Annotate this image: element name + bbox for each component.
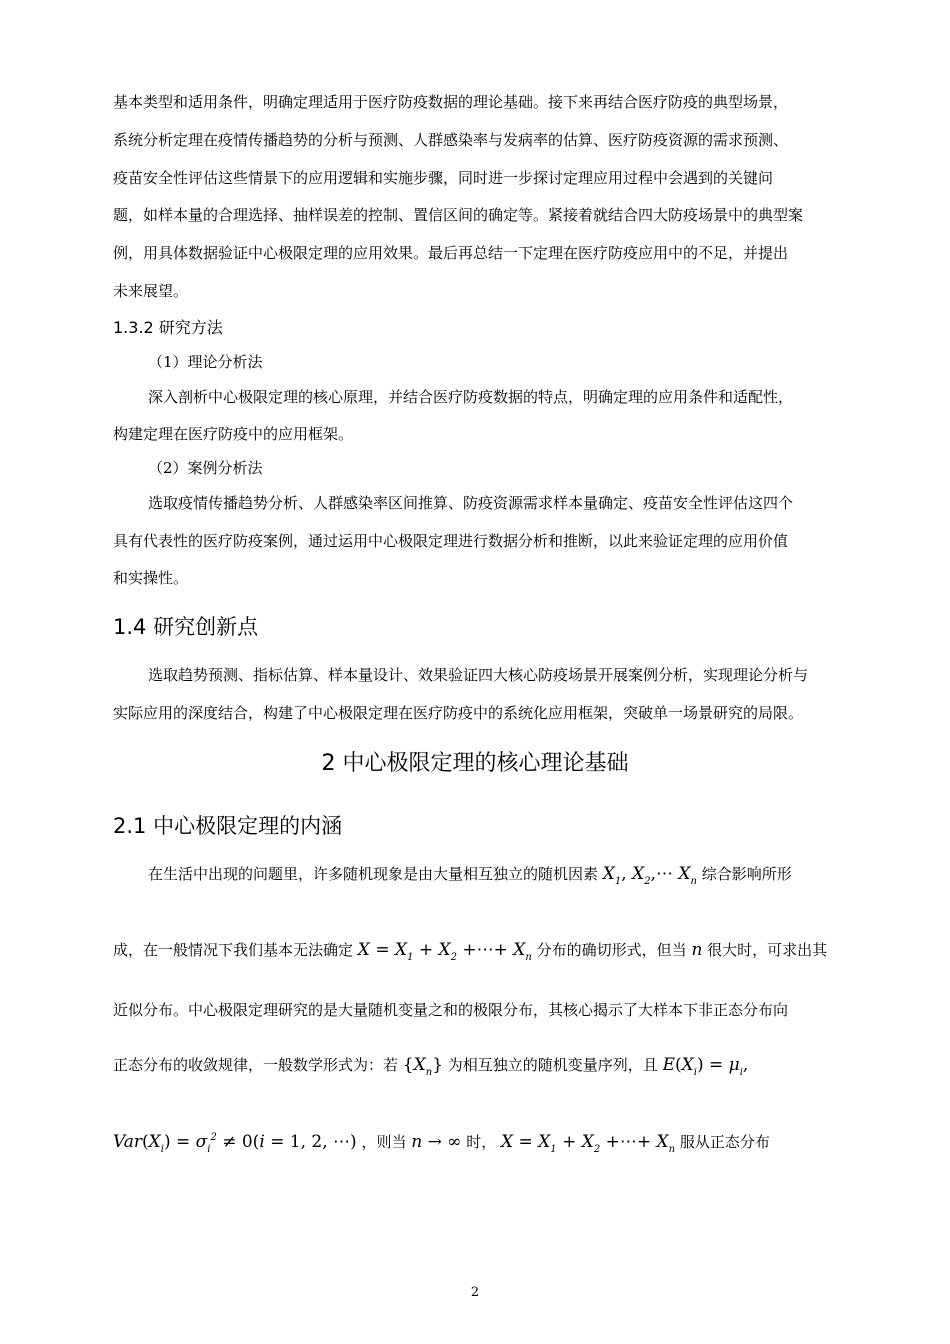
text-span: 在生活中出现的问题里，许多随机现象是由大量相互独立的随机因素 <box>148 865 599 883</box>
paragraph-line: 选取疫情传播趋势分析、人群感染率区间推算、防疫资源需求样本量确定、疫苗安全性评估这四个 <box>148 494 794 512</box>
paragraph-line: 深入剖析中心极限定理的核心原理，并结合医疗防疫数据的特点，明确定理的应用条件和适配性， <box>148 388 794 406</box>
math-formula: $Var(X_i) = \sigma_i^2 \ne 0(i = 1$, 2, ⋯) <box>113 1132 357 1155</box>
math-formula: $E(X_i) = \mu_i$, <box>662 1055 749 1078</box>
chapter-heading-2: 2 中心极限定理的核心理论基础 <box>321 751 629 776</box>
paragraph-line: 和实操性。 <box>113 569 189 587</box>
math-formula: $X = X_1 + X_2$ +⋯+ $X_n$ <box>501 1132 676 1155</box>
text-span: 分布的确切形式，但当 <box>536 941 687 959</box>
method1-title: （1）理论分析法 <box>148 353 263 371</box>
method2-title: （2）案例分析法 <box>148 459 263 477</box>
math-formula: n → ∞ <box>411 1132 462 1152</box>
section-heading-1-4: 1.4 研究创新点 <box>113 615 259 639</box>
paragraph-line: 选取趋势预测、指标估算、样本量设计、效果验证四大核心防疫场景开展案例分析，实现理论分析与 <box>148 666 809 684</box>
math-formula: $\{X_n\}$ <box>402 1055 444 1078</box>
math-formula: $X_1$, $X_2,\cdots$ $X_n$ <box>602 864 697 887</box>
paragraph-line: 构建定理在医疗防疫中的应用框架。 <box>113 425 354 443</box>
paragraph-line: 基本类型和适用条件，明确定理适用于医疗防疫数据的理论基础。接下来再结合医疗防疫的典型场景， <box>113 93 789 111</box>
math-formula: n <box>691 940 703 960</box>
section-heading-2-1: 2.1 中心极限定理的内涵 <box>113 814 343 838</box>
paragraph-line: 未来展望。 <box>113 282 189 300</box>
math-formula: $X = X_1 + X_2$ +⋯+ $X_n$ <box>357 940 532 963</box>
section-heading-1-3-2: 1.3.2 研究方法 <box>113 318 223 337</box>
formula-line <box>148 864 792 892</box>
text-span: ，则当 <box>361 1133 407 1151</box>
text-span: 时， <box>466 1133 497 1151</box>
formula-line <box>113 1055 748 1083</box>
text-span: 很大时，可求出其 <box>707 941 828 959</box>
text-span: 服从正态分布 <box>679 1133 770 1151</box>
paragraph-line: 具有代表性的医疗防疫案例，通过运用中心极限定理进行数据分析和推断，以此来验证定理的应用价值 <box>113 532 789 550</box>
formula-line <box>113 940 827 968</box>
formula-line <box>113 1128 770 1160</box>
text-span: 成，在一般情况下我们基本无法确定 <box>113 941 354 959</box>
text-span: 为相互独立的随机变量序列，且 <box>447 1056 658 1074</box>
text-span: 正态分布的收敛规律，一般数学形式为：若 <box>113 1056 399 1074</box>
paragraph-line: 近似分布。中心极限定理研究的是大量随机变量之和的极限分布，其核心揭示了大样本下非正态分布向 <box>113 1001 789 1019</box>
text-span: 综合影响所形 <box>701 865 792 883</box>
paragraph-line: 例，用具体数据验证中心极限定理的应用效果。最后再总结一下定理在医疗防疫应用中的不足，并提出 <box>113 244 789 262</box>
paragraph-line: 实际应用的深度结合，构建了中心极限定理在医疗防疫中的系统化应用框架，突破单一场景研究的局限。 <box>113 704 804 722</box>
paragraph-line: 系统分析定理在疫情传播趋势的分析与预测、人群感染率与发病率的估算、医疗防疫资源的需求预测、 <box>113 131 789 149</box>
page-number: 2 <box>470 1285 480 1300</box>
paragraph-line: 题，如样本量的合理选择、抽样误差的控制、置信区间的确定等。紧接着就结合四大防疫场景中的典型案 <box>113 206 804 224</box>
paragraph-line: 疫苗安全性评估这些情景下的应用逻辑和实施步骤，同时进一步探讨定理应用过程中会遇到的关键问 <box>113 169 774 187</box>
